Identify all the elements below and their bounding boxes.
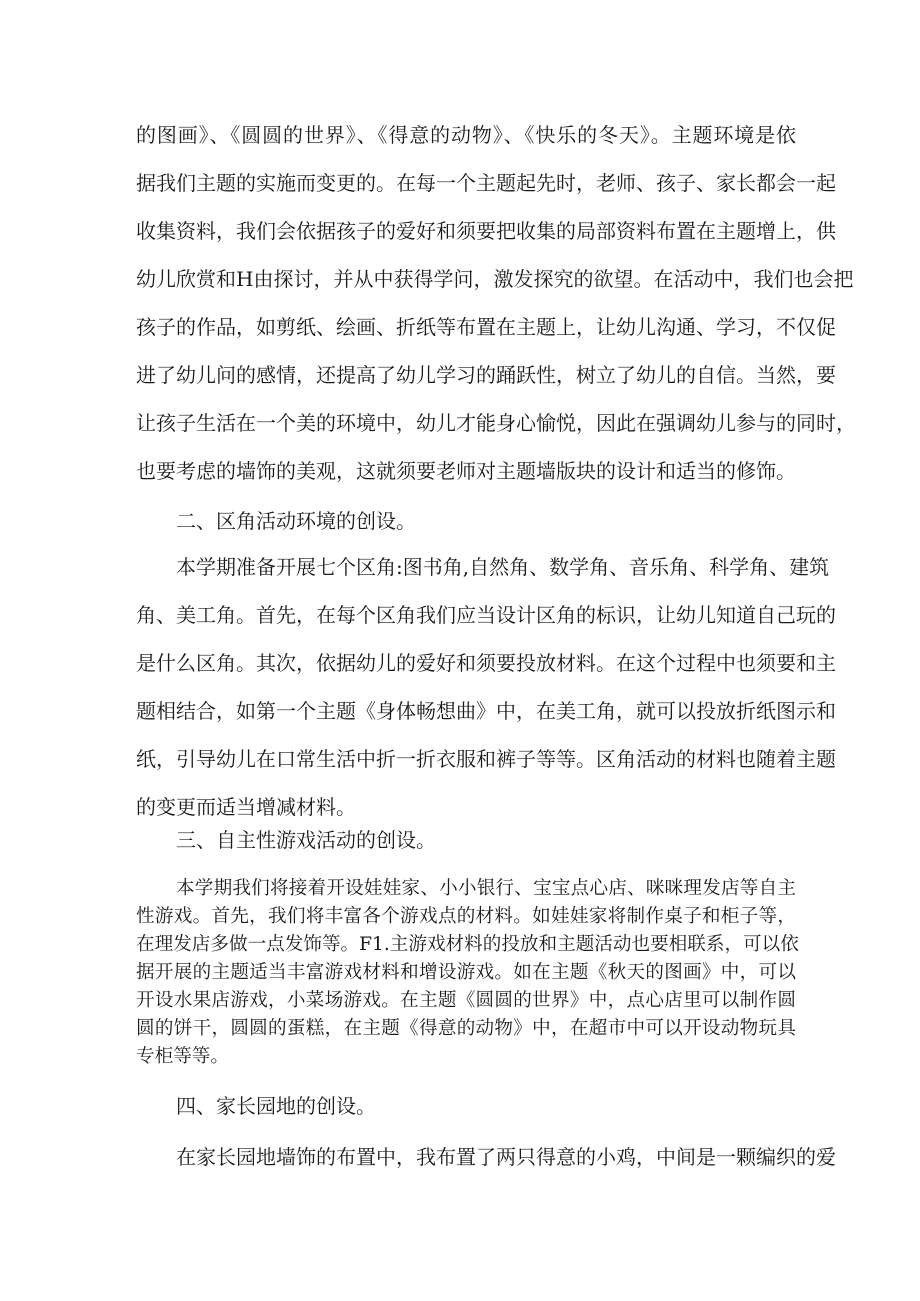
paragraph-2-line: 的变更而适当增减材料。	[136, 795, 356, 819]
paragraph-3-line: 据开展的主题适当丰富游戏材料和增设游戏。如在主题《秋天的图画》中，可以	[136, 962, 796, 983]
section-heading-4: 四、家长园地的创设。	[176, 1094, 376, 1118]
paragraph-3-line: 专柜等等。	[136, 1046, 229, 1067]
paragraph-1-line: 收集资料，我们会依据孩子的爱好和须要把收集的局部资料布置在主题增上，供	[136, 219, 836, 243]
section-heading-2: 二、区角活动环境的创设。	[176, 509, 416, 533]
paragraph-1-line: 让孩子生活在一个美的环境中，幼儿才能身心愉悦，因此在强调幼儿参与的同时，	[136, 411, 856, 435]
paragraph-4-line: 在家长园地墙饰的布置中，我布置了两只得意的小鸡，中间是一颗编织的爱	[176, 1145, 836, 1169]
paragraph-1-line: 的图画》、《圆圆的世界》、《得意的动物》、《快乐的冬天》。主题环境是依	[136, 123, 796, 147]
section-heading-3: 三、自主性游戏活动的创设。	[176, 828, 436, 852]
paragraph-3-line: 开设水果店游戏，小菜场游戏。在主题《圆圆的世界》中，点心店里可以制作圆	[136, 990, 796, 1011]
paragraph-1-line: 幼儿欣赏和H由探讨，并从中获得学问，激发探究的欲望。在活动中，我们也会把	[136, 267, 854, 291]
paragraph-2-line: 是什么区角。其次，依据幼儿的爱好和须要投放材料。在这个过程中也须要和主	[136, 651, 836, 675]
paragraph-1-line: 据我们主题的实施而变更的。在每一个主题起先时，老师、孩子、家长都会一起	[136, 171, 836, 195]
paragraph-3-line: 圆的饼干，圆圆的蛋糕，在主题《得意的动物》中，在超市中可以开设动物玩具	[136, 1018, 796, 1039]
paragraph-2-line: 本学期准备开展七个区角:图书角,自然角、数学角、音乐角、科学角、建筑	[176, 555, 830, 579]
paragraph-1-line: 孩子的作品，如剪纸、绘画、折纸等布置在主题上，让幼儿沟通、学习，不仅促	[136, 315, 836, 339]
paragraph-1-line: 进了幼儿问的感情，还提高了幼儿学习的踊跃性，树立了幼儿的自信。当然，要	[136, 363, 836, 387]
paragraph-3-line: 在理发店多做一点发饰等。F1.主游戏材料的投放和主题活动也要相联系，可以依	[136, 934, 799, 955]
paragraph-2-line: 角、美工角。首先，在每个区角我们应当设计区角的标识，让幼儿知道自己玩的	[136, 603, 836, 627]
paragraph-2-line: 纸，引导幼儿在口常生活中折一折衣服和裤子等等。区角活动的材料也随着主题	[136, 747, 836, 771]
paragraph-1-line: 也要考虑的墙饰的美观，这就须要老师对主题墙版块的设计和适当的修饰。	[136, 459, 796, 483]
paragraph-2-line: 题相结合，如第一个主题《身体畅想曲》中，在美工角，就可以投放折纸图示和	[136, 699, 836, 723]
paragraph-3-line: 本学期我们将接着开设娃娃家、小小银行、宝宝点心店、咪咪理发店等自主	[176, 878, 796, 899]
paragraph-3-line: 性游戏。首先，我们将丰富各个游戏点的材料。如娃娃家将制作桌子和柜子等，	[136, 906, 796, 927]
